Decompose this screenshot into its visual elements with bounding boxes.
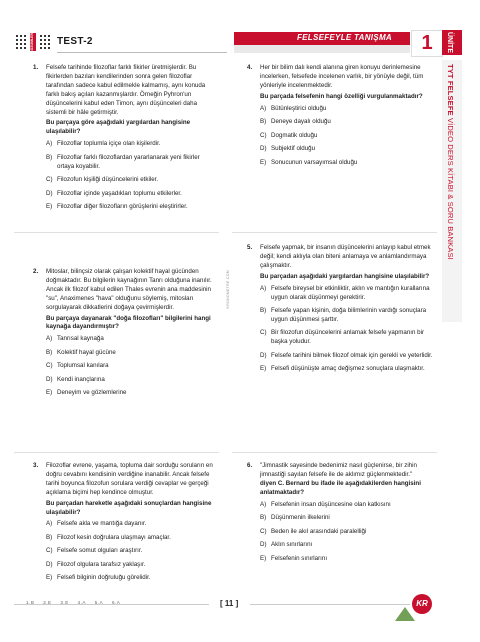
unit-number-box — [411, 30, 443, 57]
option-e[interactable]: E) Felsefi düşünüşte amaç değişmez sonuçlara ulaşmaktır. — [260, 365, 425, 373]
answer-key — [26, 600, 127, 605]
question-number: 5. — [247, 244, 253, 251]
qr-code-icon-2[interactable] — [38, 33, 52, 51]
unit-banner-shade — [234, 45, 410, 53]
question-2 — [33, 268, 218, 403]
answer-key-item: 6.A — [111, 600, 121, 605]
page-number: [ 11 ] — [220, 599, 239, 608]
question-number: 6. — [247, 462, 253, 469]
question-stem: Felsefe tarihinde filozoflar farklı fikirler üretmişlerdir. Bu fikirlerden bazıları kendilerinden sonra gelen filozoflar tarafından sadece kabul edilmekle kalmamış, aynı konuda farklı bakış açıları kazanmışlardır. Örneğin Pyhron'un düşüncelerini kabul eden Timon, aynı düşünceleri daha sistemli bir hâle getirmiştir. — [46, 64, 206, 116]
question-stem: Felsefe yapmak, bir insanın düşüncelerini anlayıp kabul etmek değil; kendi aklıyla olan biteni anlamaya ve anlamlandırmaya çalışmaktır. — [260, 244, 431, 269]
side-book-title: TYT FELSEFE VİDEO DERS KİTABI & SORU BANKASI — [446, 64, 455, 260]
question-ask: diyen C. Bernard bu ifade ile aşağıdakilerden hangisini anlatmaktadır? — [260, 479, 421, 496]
test-title: TEST-2 — [57, 36, 93, 47]
question-number: 1. — [33, 64, 39, 71]
question-stem: Her bir bilim dalı kendi alanına giren konuyu derinlemesine incelerken, felsefede incelenen varlık, bir yönüyle değil, tüm yönleriyle incelenmektedir. — [260, 64, 424, 89]
option-d[interactable]: D) Kendi inançlarına — [46, 375, 105, 383]
question-number: 3. — [33, 462, 39, 469]
option-a[interactable]: A) Tanrısal kaynağa — [46, 335, 104, 343]
header-divider — [57, 52, 227, 53]
option-d[interactable]: D) Filozof olgulara tarafsız yaklaşır. — [46, 560, 146, 568]
option-a[interactable]: A) Felsefe bireysel bir etkinliktir, aklın ve mantığın kurallarına uygun olarak düşünmeyi gerektirir. — [260, 284, 430, 301]
question-3 — [33, 462, 218, 588]
option-b[interactable]: B) Felsefe yapan kişinin, doğa bilimlerinin vardığı sonuçlara uygun düşünmesi şarttır. — [260, 307, 427, 323]
option-b[interactable]: B) Düşünmenin ilkelerini — [260, 514, 330, 522]
divider — [232, 452, 437, 453]
unit-label: ÜNİTE — [446, 32, 453, 53]
option-e[interactable]: E) Sonucunun varsayımsal olduğu — [260, 158, 358, 166]
question-ask: Bu parçadan hareketle aşağıdaki sonuçlardan hangisine ulaşılabilir? — [46, 499, 212, 516]
question-ask: Bu parçada felsefenin hangi özelliği vurgulanmaktadır? — [260, 92, 423, 100]
question-stem: Mitoslar, bilinçsiz olarak çalışan kolektif hayal gücünden doğmaktadır. Bu bilgilerin kaynağının Tanrı olduğuna inanılır. Ancak ilk filozof kabul edilen Thales evrenin ana maddesinin "su", Anaximenes "hava" olduğunu söylemiş, mitosları sorgulayarak dikkatlerini doğaya çevirmişlerdir. — [46, 268, 212, 311]
answer-key-item: 4.A — [77, 600, 86, 605]
question-stem: Filozoflar evrene, yaşama, topluma dair sorduğu soruların en doğru cevabını kendisinin verdiğine inanabilir. Ancak felsefe tarihi boyunca filozofun sorulara verdiği cevaplar ve gerçeği açıklama biçimi hep kendince olmuştur. — [46, 462, 213, 496]
answer-key-item: 1.B — [26, 600, 35, 605]
question-stem: "Jimnastik sayesinde bedenimiz nasıl güçlenirse, bir zihin jimnastiği sayılan felsefe ile de aklımız güçlenmektedir." — [260, 462, 417, 478]
option-a[interactable]: A) Bütünleştirici olduğu — [260, 104, 327, 112]
option-c[interactable]: C) Bir filozofun düşüncelerini anlamak felsefe yapmanın bir başka yoludur. — [260, 329, 425, 346]
divider — [14, 452, 219, 453]
question-6 — [247, 462, 438, 568]
question-ask: Bu parçaya göre aşağıdaki yargılardan hangisine ulaşılabilir? — [46, 119, 191, 136]
unit-number: 1 — [421, 32, 433, 54]
unit-title: FELSEFEYLE TANIŞMA — [296, 33, 392, 42]
option-b[interactable]: B) Filozoflar farklı filozoflardan yararlanarak yeni fikirler ortaya koyabilir. — [46, 153, 200, 170]
question-5 — [247, 244, 438, 379]
qr-code-icon[interactable] — [14, 33, 28, 51]
answer-key-item: 2.E — [43, 600, 52, 605]
option-b[interactable]: B) Kolektif hayal gücüne — [46, 348, 116, 356]
question-ask: Bu parçadan aşağıdaki yargılardan hangisine ulaşılabilir? — [260, 272, 430, 280]
option-d[interactable]: D) Filozoflar içinde yaşadıkları toplumu etkilerler. — [46, 189, 182, 197]
question-4 — [247, 64, 438, 172]
option-c[interactable]: C) Beden ile akıl arasındaki paralelliği — [260, 527, 367, 535]
option-a[interactable]: A) Filozoflar toplumla içiçe olan kişilerdir. — [46, 140, 161, 148]
option-d[interactable]: D) Subjektif olduğu — [260, 145, 316, 153]
answer-key-item: 3.E — [60, 600, 69, 605]
unit-label-tab — [442, 30, 462, 55]
option-e[interactable]: E) Felsefi bilginin doğruluğu görelidir. — [46, 574, 151, 582]
divider — [14, 232, 219, 233]
option-c[interactable]: C) Dogmatik olduğu — [260, 131, 318, 139]
center-watermark: KRONOMETRE.COM — [226, 270, 230, 309]
option-e[interactable]: E) Filozoflar diğer filozofların görüşlerini eleştirirler. — [46, 203, 188, 211]
answer-key-item: 5.A — [94, 600, 104, 605]
option-c[interactable]: C) Toplumsal kanılara — [46, 362, 109, 370]
qr-solutions-badge: ÇÖZÜMLER — [30, 33, 34, 53]
option-b[interactable]: B) Deneye dayalı olduğu — [260, 118, 331, 126]
option-e[interactable]: E) Deneyim ve gözlemlerine — [46, 389, 127, 397]
question-number: 2. — [33, 268, 39, 275]
option-d[interactable]: D) Aklın sınırlarını — [260, 541, 313, 549]
divider — [232, 232, 437, 233]
option-a[interactable]: A) Felsefenin insan düşüncesine olan katkısını — [260, 500, 391, 508]
option-c[interactable]: C) Felsefe somut olguları araştırır. — [46, 547, 143, 555]
footer-line — [250, 604, 410, 605]
question-1 — [33, 64, 218, 217]
option-a[interactable]: A) Felsefe akla ve mantığa dayanır. — [46, 520, 147, 528]
question-ask: Bu parçaya dayanarak "doğa filozofları" bilgilerini hangi kaynağa dayandırmıştır? — [46, 314, 211, 331]
question-number: 4. — [247, 64, 253, 71]
option-c[interactable]: C) Filozofun kişiliği düşüncelerini etkiler. — [46, 176, 159, 184]
option-d[interactable]: D) Felsefe tarihini bilmek filozof olmak için gerekli ve yeterlidir. — [260, 351, 433, 359]
option-e[interactable]: E) Felsefenin sınırlarını — [260, 554, 328, 562]
unit-banner — [234, 32, 410, 45]
option-b[interactable]: B) Filozof kesin doğrulara ulaşmayı amaçlar. — [46, 533, 171, 541]
publisher-logo: KR — [412, 594, 432, 614]
